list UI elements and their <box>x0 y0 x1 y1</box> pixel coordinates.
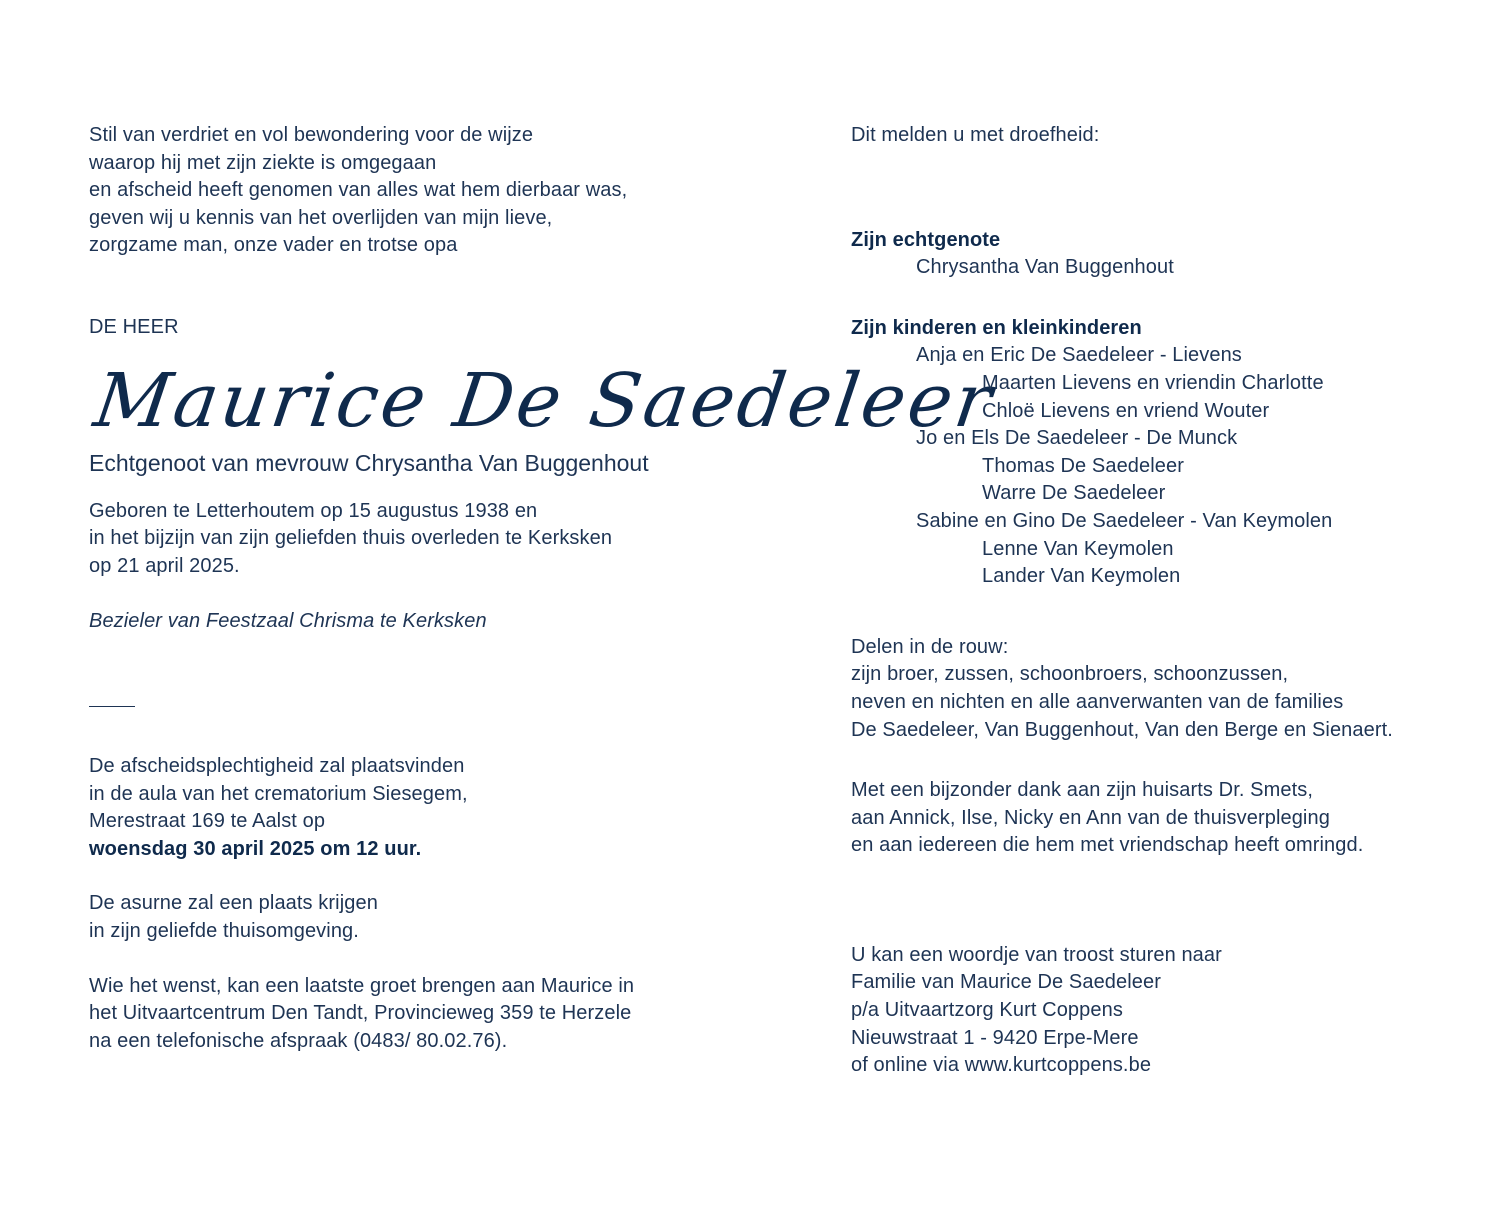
thanks-line: aan Annick, Ilse, Nicky en Ann van de thuisverpleging <box>851 806 1330 829</box>
urn-paragraph <box>89 890 769 945</box>
birth-paragraph <box>89 498 769 581</box>
urn-line: in zijn geliefde thuisomgeving. <box>89 919 359 942</box>
visit-line: het Uitvaartcentrum Den Tandt, Provincieweg 359 te Herzele <box>89 1002 632 1025</box>
ceremony-paragraph <box>89 753 769 863</box>
mourning-line: zijn broer, zussen, schoonbroers, schoonzussen, <box>851 663 1289 686</box>
contact-line: of online via www.kurtcoppens.be <box>851 1054 1152 1077</box>
family-grandchild-line: Lander Van Keymolen <box>982 565 1181 588</box>
ceremony-line: in de aula van het crematorium Siesegem, <box>89 782 468 805</box>
family-grandchild-line: Warre De Saedeleer <box>982 482 1166 505</box>
birth-line: op 21 april 2025. <box>89 554 240 577</box>
intro-line: Stil van verdriet en vol bewondering voor de wijze <box>89 124 534 146</box>
role-line: Bezieler van Feestzaal Chrisma te Kerksken <box>89 610 487 633</box>
intro-line: zorgzame man, onze vader en trotse opa <box>89 234 458 257</box>
divider <box>89 706 135 707</box>
visit-paragraph <box>89 973 769 1056</box>
family-list <box>851 342 1471 590</box>
mourning-line: Delen in de rouw: <box>851 635 1009 658</box>
contact-paragraph <box>851 942 1471 1080</box>
thanks-paragraph <box>851 777 1471 860</box>
contact-line: Nieuwstraat 1 - 9420 Erpe-Mere <box>851 1026 1139 1049</box>
intro-paragraph <box>89 122 769 260</box>
family-grandchild-line: Lenne Van Keymolen <box>982 537 1174 560</box>
title-label: DE HEER <box>89 315 179 338</box>
birth-line: Geboren te Letterhoutem op 15 augustus 1938 en <box>89 499 538 522</box>
birth-line: in het bijzijn van zijn geliefden thuis overleden te Kerksken <box>89 527 613 550</box>
visit-line: Wie het wenst, kan een laatste groet brengen aan Maurice in <box>89 974 635 997</box>
intro-line: waarop hij met zijn ziekte is omgegaan <box>89 151 437 174</box>
family-child-line: Jo en Els De Saedeleer - De Munck <box>916 427 1238 450</box>
urn-line: De asurne zal een plaats krijgen <box>89 892 378 915</box>
family-child-line: Anja en Eric De Saedeleer - Lievens <box>916 344 1242 367</box>
intro-line: geven wij u kennis van het overlijden van mijn lieve, <box>89 206 553 229</box>
intro-line: en afscheid heeft genomen van alles wat hem dierbaar was, <box>89 179 628 202</box>
family-grandchild-line: Thomas De Saedeleer <box>982 454 1185 477</box>
contact-line: p/a Uitvaartzorg Kurt Coppens <box>851 999 1123 1022</box>
spouse-line: Echtgenoot van mevrouw Chrysantha Van Buggenhout <box>89 449 649 476</box>
visit-line: na een telefonische afspraak (0483/ 80.02.76). <box>89 1029 508 1052</box>
contact-line: U kan een woordje van troost sturen naar <box>851 943 1222 966</box>
spouse-heading: Zijn echtgenote <box>851 228 1001 251</box>
mourning-line: De Saedeleer, Van Buggenhout, Van den Berge en Sienaert. <box>851 718 1393 741</box>
mourning-paragraph <box>851 634 1471 744</box>
family-child-line: Sabine en Gino De Saedeleer - Van Keymolen <box>916 509 1333 532</box>
thanks-line: Met een bijzonder dank aan zijn huisarts Dr. Smets, <box>851 779 1313 802</box>
mourning-line: neven en nichten en alle aanverwanten van de families <box>851 690 1344 713</box>
ceremony-date: woensdag 30 april 2025 om 12 uur. <box>89 837 422 860</box>
family-grandchild-line: Maarten Lievens en vriendin Charlotte <box>982 371 1324 394</box>
children-heading: Zijn kinderen en kleinkinderen <box>851 316 1142 339</box>
announce-line: Dit melden u met droefheid: <box>851 124 1100 146</box>
thanks-line: en aan iedereen die hem met vriendschap heeft omringd. <box>851 834 1364 857</box>
ceremony-line: Merestraat 169 te Aalst op <box>89 810 326 833</box>
family-grandchild-line: Chloë Lievens en vriend Wouter <box>982 399 1270 422</box>
spouse-name: Chrysantha Van Buggenhout <box>916 256 1174 279</box>
ceremony-line: De afscheidsplechtigheid zal plaatsvinden <box>89 754 465 777</box>
deceased-name-signature: Maurice De Saedeleer <box>89 357 1000 444</box>
right-column <box>851 122 1471 1080</box>
contact-line: Familie van Maurice De Saedeleer <box>851 971 1162 994</box>
